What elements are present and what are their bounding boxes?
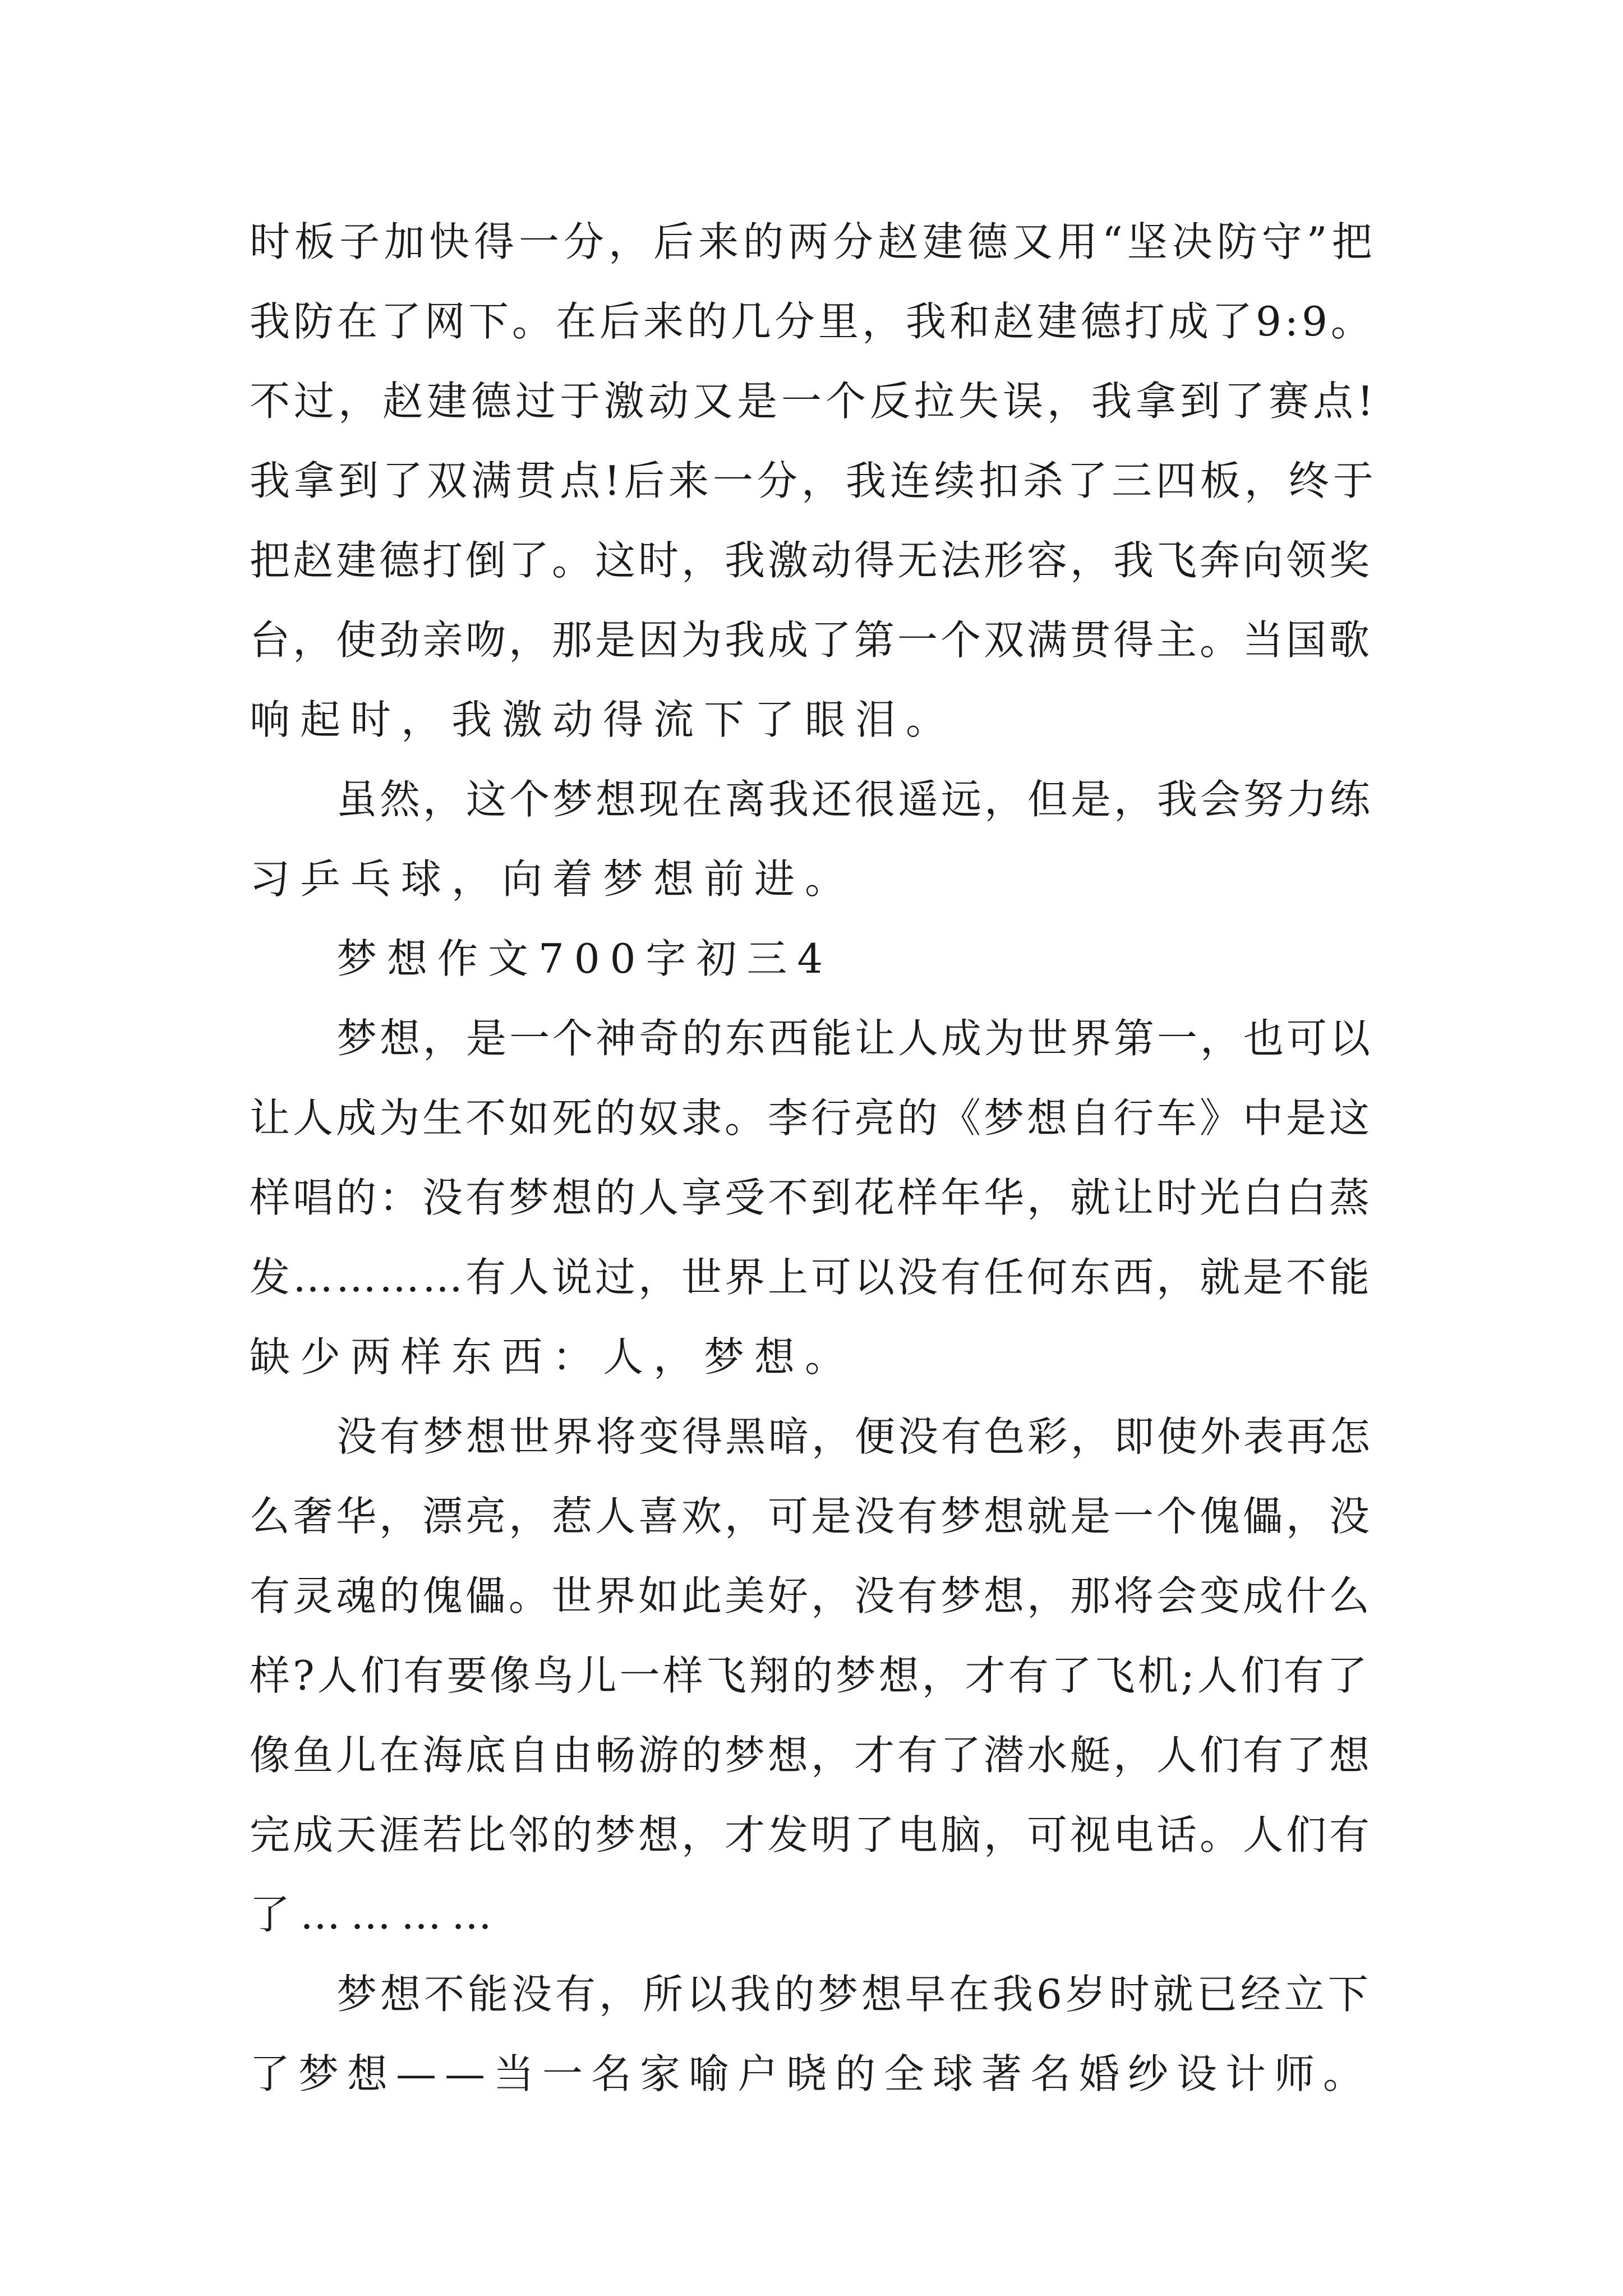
text-line: 梦想，是一个神奇的东西能让人成为世界第一，也可以 xyxy=(336,1015,1373,1062)
text-line: 完成天涯若比邻的梦想，才发明了电脑，可视电话。人们有 xyxy=(250,1811,1373,1858)
text-line: 虽然，这个梦想现在离我还很遥远，但是，我会努力练 xyxy=(336,776,1373,823)
text-line: 样?人们有要像鸟儿一样飞翔的梦想，才有了飞机;人们有了 xyxy=(250,1652,1370,1699)
text-line: 梦想不能没有，所以我的梦想早在我6岁时就已经立下 xyxy=(336,1971,1372,2018)
text-line: 把赵建德打倒了。这时，我激动得无法形容，我飞奔向领奖 xyxy=(250,537,1373,584)
text-line: 样唱的：没有梦想的人享受不到花样年华，就让时光白白蒸 xyxy=(250,1174,1373,1221)
text-line: 我防在了网下。在后来的几分里，我和赵建德打成了9:9。 xyxy=(250,298,1375,345)
text-line: 不过，赵建德过于激动又是一个反拉失误，我拿到了赛点! xyxy=(250,378,1377,425)
text-line: 么奢华，漂亮，惹人喜欢，可是没有梦想就是一个傀儡，没 xyxy=(250,1493,1373,1540)
text-line: 习乒乓球，向着梦想前进。 xyxy=(250,855,856,903)
text-line: 发…………有人说过，世界上可以没有任何东西，就是不能 xyxy=(250,1254,1373,1301)
text-line: 我拿到了双满贯点!后来一分，我连续扣杀了三四板，终于 xyxy=(250,457,1377,504)
text-line: 有灵魂的傀儡。世界如此美好，没有梦想，那将会变成什么 xyxy=(250,1572,1373,1619)
text-line: 了梦想——当一名家喻户晓的全球著名婚纱设计师。 xyxy=(250,2050,1372,2097)
text-line: 没有梦想世界将变得黑暗，便没有色彩，即使外表再怎 xyxy=(336,1413,1373,1460)
text-line: 台，使劲亲吻，那是因为我成了第一个双满贯得主。当国歌 xyxy=(250,616,1373,664)
text-line: 像鱼儿在海底自由畅游的梦想，才有了潜水艇，人们有了想 xyxy=(250,1732,1373,1779)
text-line: 让人成为生不如死的奴隶。李行亮的《梦想自行车》中是这 xyxy=(250,1094,1373,1142)
text-line: 了………… xyxy=(250,1891,502,1938)
text-line: 缺少两样东西：人，梦想。 xyxy=(250,1333,856,1381)
text-line: 响起时，我激动得流下了眼泪。 xyxy=(250,696,957,743)
section-heading: 梦想作文700字初三4 xyxy=(336,935,833,982)
text-line: 时板子加快得一分，后来的两分赵建德又用“坚决防守”把 xyxy=(250,218,1377,265)
